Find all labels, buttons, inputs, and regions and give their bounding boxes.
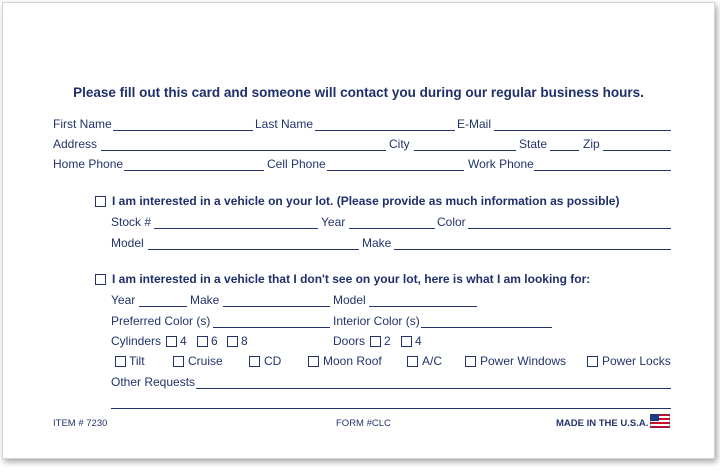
- on-lot-model-label: Model: [111, 236, 144, 250]
- on-lot-year-label: Year: [321, 215, 346, 229]
- make-field[interactable]: [223, 306, 330, 307]
- state-label: State: [519, 137, 548, 151]
- doors-2-checkbox[interactable]: [370, 336, 381, 347]
- cylinders-label: Cylinders: [111, 334, 162, 348]
- cylinders-4-checkbox[interactable]: [166, 336, 177, 347]
- on-lot-checkbox[interactable]: [95, 196, 106, 207]
- option-power-windows-checkbox[interactable]: [465, 356, 476, 367]
- other-requests-label: Other Requests: [111, 375, 196, 389]
- on-lot-make-label: Make: [362, 236, 392, 250]
- first-name-label: First Name: [53, 117, 112, 131]
- doors-label: Doors: [333, 334, 366, 348]
- contact-card: [2, 2, 715, 459]
- on-lot-year-field[interactable]: [349, 228, 435, 229]
- cylinders-8-label: 8: [241, 334, 248, 348]
- last-name-label: Last Name: [255, 117, 314, 131]
- us-flag-icon: [650, 414, 670, 428]
- zip-label: Zip: [583, 137, 600, 151]
- doors-2-label: 2: [384, 334, 391, 348]
- on-lot-color-field[interactable]: [468, 228, 671, 229]
- cell-phone-label: Cell Phone: [267, 157, 326, 171]
- item-number: ITEM # 7230: [53, 418, 108, 429]
- model-label: Model: [333, 293, 366, 307]
- preferred-color-field[interactable]: [213, 327, 330, 328]
- cylinders-6-checkbox[interactable]: [197, 336, 208, 347]
- option-cruise-label: Cruise: [188, 354, 223, 368]
- option-power-windows-label: Power Windows: [480, 354, 567, 368]
- option-power-locks-checkbox[interactable]: [587, 356, 598, 367]
- home-phone-label: Home Phone: [53, 157, 124, 171]
- option-cruise-checkbox[interactable]: [173, 356, 184, 367]
- stock-field[interactable]: [154, 228, 318, 229]
- on-lot-model-field[interactable]: [148, 249, 359, 250]
- on-lot-color-label: Color: [437, 215, 466, 229]
- option-cd-label: CD: [264, 354, 282, 368]
- email-field[interactable]: [494, 130, 671, 131]
- option-moon-roof-label: Moon Roof: [323, 354, 382, 368]
- preferred-color-label: Preferred Color (s): [111, 314, 211, 328]
- year-label: Year: [111, 293, 136, 307]
- city-field[interactable]: [414, 150, 516, 151]
- email-label: E-Mail: [457, 117, 492, 131]
- option-ac-checkbox[interactable]: [407, 356, 418, 367]
- option-power-locks-label: Power Locks: [602, 354, 671, 368]
- not-on-lot-checkbox[interactable]: [95, 274, 106, 285]
- model-field[interactable]: [369, 306, 477, 307]
- card-title: Please fill out this card and someone will contact you during our regular business hours.: [73, 85, 644, 100]
- state-field[interactable]: [550, 150, 579, 151]
- other-requests-field[interactable]: [196, 388, 671, 389]
- address-label: Address: [53, 137, 98, 151]
- option-tilt-checkbox[interactable]: [115, 356, 126, 367]
- doors-4-label: 4: [415, 334, 422, 348]
- form-number: FORM #CLC: [336, 418, 391, 429]
- year-field[interactable]: [139, 306, 187, 307]
- make-label: Make: [190, 293, 220, 307]
- on-lot-heading: I am interested in a vehicle on your lot. (Please provide as much information as possible): [112, 194, 620, 208]
- doors-4-checkbox[interactable]: [401, 336, 412, 347]
- cylinders-4-label: 4: [180, 334, 187, 348]
- stock-label: Stock #: [111, 215, 152, 229]
- first-name-field[interactable]: [113, 130, 253, 131]
- home-phone-field[interactable]: [124, 170, 264, 171]
- interior-color-field[interactable]: [421, 327, 552, 328]
- cylinders-8-checkbox[interactable]: [227, 336, 238, 347]
- work-phone-field[interactable]: [534, 170, 671, 171]
- zip-field[interactable]: [603, 150, 671, 151]
- address-field[interactable]: [101, 150, 386, 151]
- other-requests-field-line-2[interactable]: [111, 408, 671, 409]
- last-name-field[interactable]: [315, 130, 455, 131]
- cell-phone-field[interactable]: [327, 170, 464, 171]
- on-lot-make-field[interactable]: [394, 249, 671, 250]
- city-label: City: [389, 137, 410, 151]
- option-tilt-label: Tilt: [129, 354, 145, 368]
- work-phone-label: Work Phone: [468, 157, 534, 171]
- option-cd-checkbox[interactable]: [249, 356, 260, 367]
- option-ac-label: A/C: [422, 354, 443, 368]
- made-in-usa: MADE IN THE U.S.A.: [556, 418, 649, 429]
- interior-color-label: Interior Color (s): [333, 314, 420, 328]
- cylinders-6-label: 6: [211, 334, 218, 348]
- option-moon-roof-checkbox[interactable]: [308, 356, 319, 367]
- not-on-lot-heading: I am interested in a vehicle that I don't see on your lot, here is what I am looking for:: [112, 272, 591, 286]
